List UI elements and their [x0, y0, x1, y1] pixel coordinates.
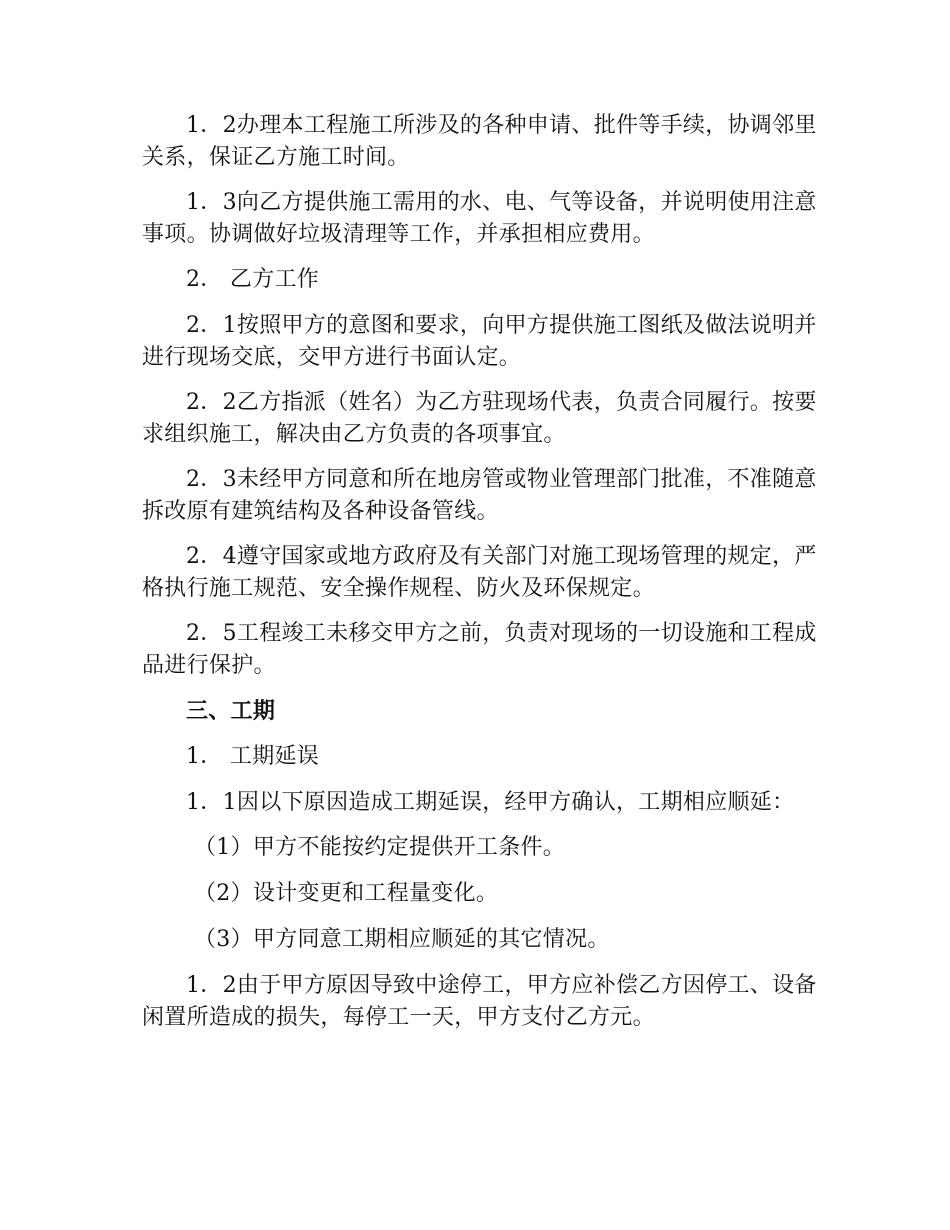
- clause-1-2: 1．2办理本工程施工所涉及的各种申请、批件等手续，协调邻里关系，保证乙方施工时间。: [142, 113, 817, 170]
- clause-1-3: 1．3向乙方提供施工需用的水、电、气等设备，并说明使用注意事项。协调做好垃圾清理等工作，并承担相应费用。: [142, 190, 817, 247]
- subsection-schedule-delay: 1． 工期延误: [186, 744, 320, 769]
- section-party-b-work: 2． 乙方工作: [186, 267, 320, 292]
- clause-2-4: 2．4遵守国家或地方政府及有关部门对施工现场管理的规定，严格执行施工规范、安全操作规程、防火及环保规定。: [142, 544, 817, 601]
- clause-3-1-1: 1．1因以下原因造成工期延误，经甲方确认，工期相应顺延：: [186, 790, 795, 815]
- clause-2-2: 2．2乙方指派（姓名）为乙方驻现场代表，负责合同履行。按要求组织施工，解决由乙方负责的各项事宜。: [142, 390, 817, 447]
- list-item-2: （2）设计变更和工程量变化。: [194, 881, 499, 906]
- document-body: [142, 110, 832, 1047]
- clause-3-1-2: 1．2由于甲方原因导致中途停工，甲方应补偿乙方因停工、设备闲置所造成的损失，每停工一天，甲方支付乙方元。: [142, 973, 817, 1030]
- clause-2-1: 2．1按照甲方的意图和要求，向甲方提供施工图纸及做法说明并进行现场交底，交甲方进行书面认定。: [142, 313, 817, 370]
- list-item-1: （1）甲方不能按约定提供开工条件。: [194, 835, 566, 860]
- clause-2-3: 2．3未经甲方同意和所在地房管或物业管理部门批准，不准随意拆改原有建筑结构及各种设备管线。: [142, 467, 817, 524]
- list-item-3: （3）甲方同意工期相应顺延的其它情况。: [194, 927, 610, 952]
- clause-2-5: 2．5工程竣工未移交甲方之前，负责对现场的一切设施和工程成品进行保护。: [142, 621, 817, 678]
- section-heading-schedule: 三、工期: [186, 698, 276, 724]
